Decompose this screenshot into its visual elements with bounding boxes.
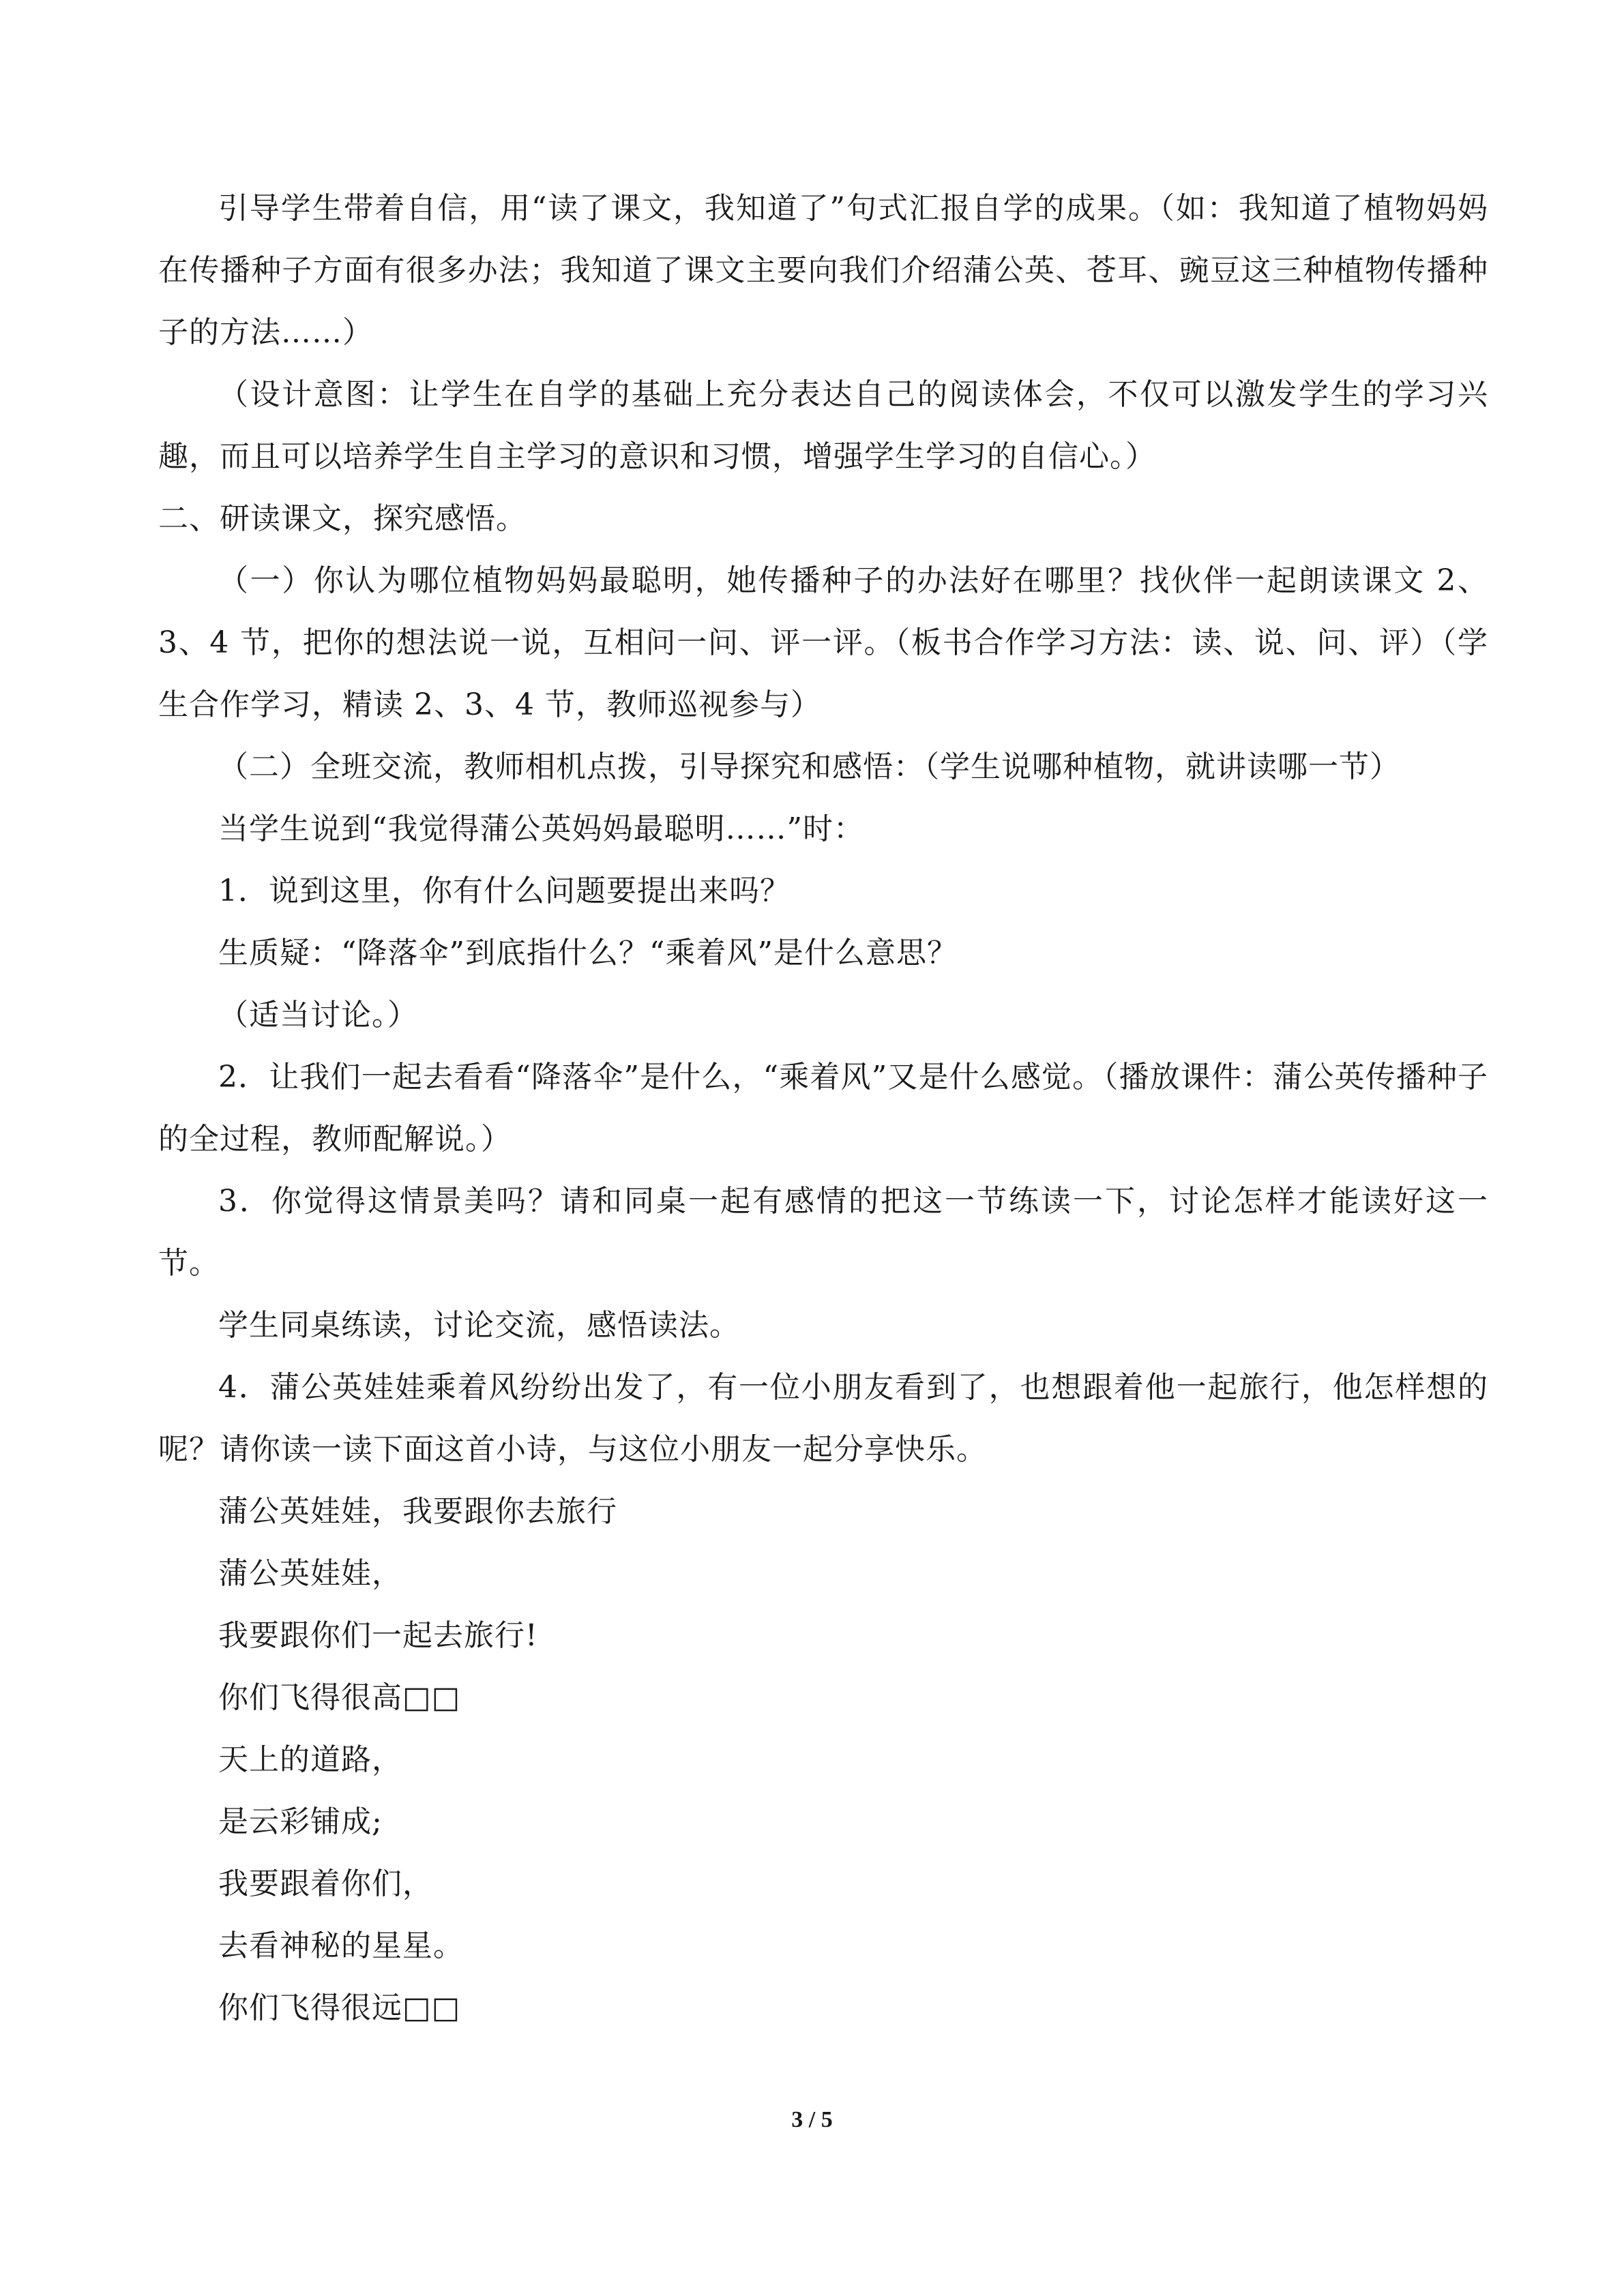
page-number: 3 / 5 [791, 2107, 833, 2132]
list-item-4: 4．蒲公英娃娃乘着风纷纷出发了，有一位小朋友看到了，也想跟着他一起旅行，他怎样想的呢？请你读一读下面这首小诗，与这位小朋友一起分享快乐。 [158, 1370, 1488, 1467]
poem-line: 天上的道路， [218, 1742, 402, 1777]
poem-line: 你们飞得很远□□ [218, 1991, 461, 2025]
poem-line: 我要跟着你们， [218, 1866, 433, 1901]
paragraph-discussion-note: （适当讨论。） [218, 998, 418, 1032]
paragraph-design-intent: （设计意图：让学生在自学的基础上充分表达自己的阅读体会，不仅可以激发学生的学习兴趣，而且可以培养学生自主学习的意识和习惯，增强学生学习的自信心。） [158, 377, 1488, 474]
document-page [158, 177, 1488, 2039]
poem-line: 我要跟你们一起去旅行! [218, 1618, 538, 1653]
list-item-3: 3．你觉得这情景美吗？请和同桌一起有感情的把这一节练读一下，讨论怎样才能读好这一节。 [158, 1184, 1488, 1281]
poem-line: 是云彩铺成; [218, 1804, 383, 1839]
poem-line: 去看神秘的星星。 [218, 1928, 464, 1963]
paragraph-step-one: （一）你认为哪位植物妈妈最聪明，她传播种子的办法好在哪里？找伙伴一起朗读课文 2、3、4 节，把你的想法说一说，互相问一问、评一评。（板书合作学习方法：读、说、问、评）（学生合作学习，精读 2、3、4 节，教师巡视参与） [158, 563, 1488, 722]
poem-line: 你们飞得很高□□ [218, 1680, 461, 1715]
paragraph-dandelion-intro: 当学生说到“我觉得蒲公英妈妈最聪明……”时： [218, 811, 864, 846]
section-heading: 二、研读课文，探究感悟。 [158, 501, 527, 536]
paragraph-student-question: 生质疑：“降落伞”到底指什么？“乘着风”是什么意思？ [218, 936, 958, 970]
paragraph-step-two: （二）全班交流，教师相机点拨，引导探究和感悟：（学生说哪种植物，就讲读哪一节） [218, 749, 1400, 784]
paragraph-practice: 学生同桌练读，讨论交流，感悟读法。 [218, 1308, 740, 1343]
list-item-2: 2．让我们一起去看看“降落伞”是什么，“乘着风”又是什么感觉。（播放课件：蒲公英传播种子的全过程，教师配解说。） [158, 1060, 1488, 1157]
poem-title: 蒲公英娃娃，我要跟你去旅行 [218, 1494, 617, 1529]
paragraph-report: 引导学生带着自信，用“读了课文，我知道了”句式汇报自学的成果。（如：我知道了植物妈妈在传播种子方面有很多办法；我知道了课文主要向我们介绍蒲公英、苍耳、豌豆这三种植物传播种子的方法……） [158, 191, 1488, 350]
poem-line: 蒲公英娃娃， [218, 1556, 402, 1591]
list-item-1: 1．说到这里，你有什么问题要提出来吗？ [218, 874, 791, 908]
